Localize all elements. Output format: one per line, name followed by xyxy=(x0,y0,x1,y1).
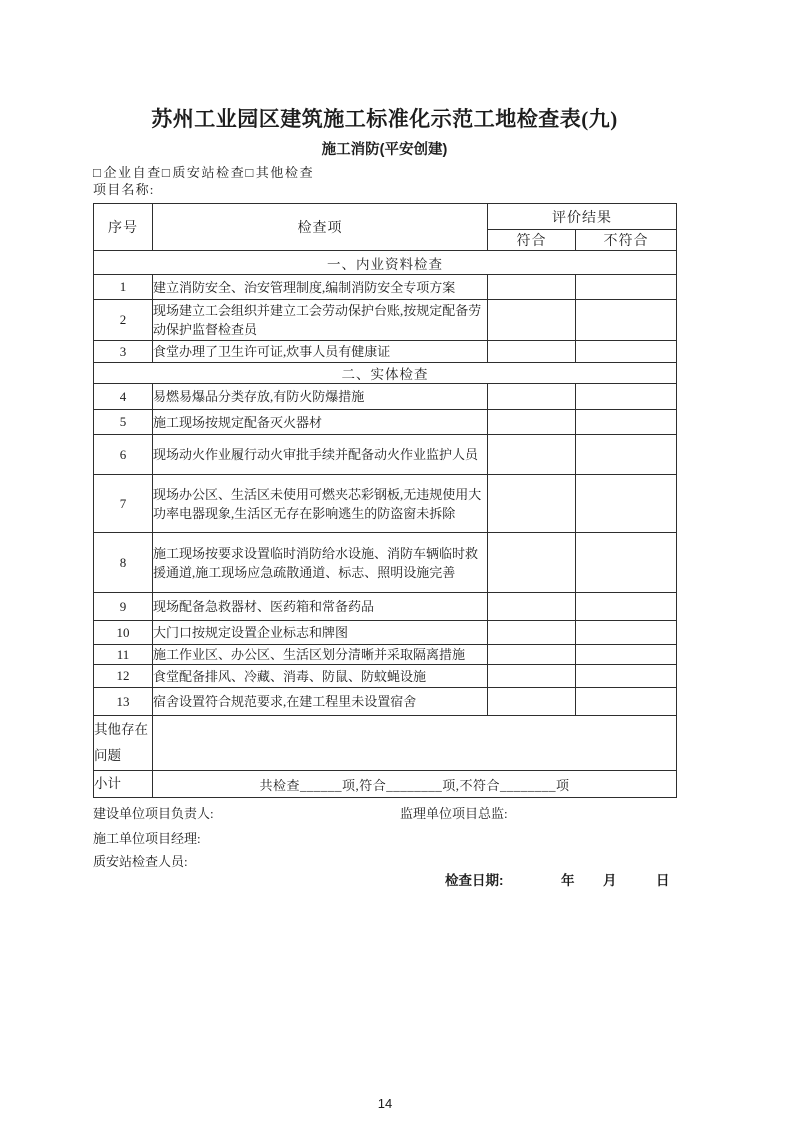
col-result-header: 评价结果 xyxy=(488,204,677,230)
fail-cell xyxy=(576,341,677,363)
row-item-text: 食堂办理了卫生许可证,炊事人员有健康证 xyxy=(153,341,488,363)
fail-cell xyxy=(576,621,677,645)
row-item-text: 现场办公区、生活区未使用可燃夹芯彩钢板,无违规使用大功率电器现象,生活区无存在影响逃生的防盗窗未拆除 xyxy=(153,475,488,533)
row-index: 5 xyxy=(94,410,153,435)
row-item-text: 施工现场按规定配备灭火器材 xyxy=(153,410,488,435)
fail-cell xyxy=(576,645,677,665)
page-number: 14 xyxy=(377,1096,393,1111)
pass-cell xyxy=(488,275,576,300)
pass-cell xyxy=(488,533,576,593)
pass-cell xyxy=(488,688,576,716)
table-row xyxy=(94,533,677,593)
check-type-enterprise xyxy=(93,165,162,180)
signature-block xyxy=(93,807,676,888)
check-type-label: 其他检查 xyxy=(255,165,315,180)
year-label: 年 xyxy=(561,873,575,888)
row-index: 8 xyxy=(94,533,153,593)
row-index: 1 xyxy=(94,275,153,300)
col-fail-header: 不符合 xyxy=(576,230,677,251)
row-index: 6 xyxy=(94,435,153,475)
row-index: 2 xyxy=(94,300,153,341)
row-item-text: 大门口按规定设置企业标志和牌图 xyxy=(153,621,488,645)
other-issues-label: 其他存在问题 xyxy=(94,716,153,771)
row-item-text: 建立消防安全、治安管理制度,编制消防安全专项方案 xyxy=(153,275,488,300)
table-row xyxy=(94,275,677,300)
fail-cell xyxy=(576,593,677,621)
supervisor-signature-label: 监理单位项目总监: xyxy=(400,806,508,821)
section-row xyxy=(94,251,677,275)
checkbox-icon: □ xyxy=(93,165,103,180)
row-index: 7 xyxy=(94,475,153,533)
row-item-text: 易燃易爆品分类存放,有防火防爆措施 xyxy=(153,384,488,410)
pass-cell xyxy=(488,435,576,475)
pass-cell xyxy=(488,665,576,688)
pass-cell xyxy=(488,384,576,410)
row-item-text: 现场建立工会组织并建立工会劳动保护台账,按规定配备劳动保护监督检查员 xyxy=(153,300,488,341)
row-index: 4 xyxy=(94,384,153,410)
check-type-station xyxy=(162,165,245,180)
inspection-date-label: 检查日期: xyxy=(445,873,504,888)
section-row xyxy=(94,363,677,384)
pass-cell xyxy=(488,300,576,341)
table-row xyxy=(94,621,677,645)
pass-cell xyxy=(488,621,576,645)
col-item-header: 检查项 xyxy=(153,204,488,251)
signature-line xyxy=(93,855,676,869)
row-item-text: 现场配备急救器材、医药箱和常备药品 xyxy=(153,593,488,621)
fail-cell xyxy=(576,410,677,435)
table-row xyxy=(94,665,677,688)
table-row xyxy=(94,475,677,533)
fail-cell xyxy=(576,300,677,341)
table-row xyxy=(94,410,677,435)
other-issues-row xyxy=(94,716,677,771)
fail-cell xyxy=(576,665,677,688)
inspection-table xyxy=(93,203,677,798)
row-item-text: 现场动火作业履行动火审批手续并配备动火作业监护人员 xyxy=(153,435,488,475)
page-subtitle: 施工消防(平安创建) xyxy=(321,142,448,158)
subtotal-label: 小计 xyxy=(94,771,153,798)
table-row xyxy=(94,593,677,621)
table-row xyxy=(94,300,677,341)
fail-cell xyxy=(576,384,677,410)
builder-signature-label: 建设单位项目负责人: xyxy=(93,806,214,821)
table-row xyxy=(94,645,677,665)
check-type-line xyxy=(93,166,676,180)
project-name-label: 项目名称: xyxy=(93,182,155,197)
fail-cell xyxy=(576,533,677,593)
col-pass-header: 符合 xyxy=(488,230,576,251)
row-index: 3 xyxy=(94,341,153,363)
date-line xyxy=(93,873,676,888)
row-index: 10 xyxy=(94,621,153,645)
pass-cell xyxy=(488,341,576,363)
table-row xyxy=(94,384,677,410)
fail-cell xyxy=(576,688,677,716)
row-item-text: 宿舍设置符合规范要求,在建工程里未设置宿舍 xyxy=(153,688,488,716)
other-issues-cell xyxy=(153,716,677,771)
pass-cell xyxy=(488,645,576,665)
checkbox-icon: □ xyxy=(245,165,255,180)
inspector-signature-label: 质安站检查人员: xyxy=(93,854,188,869)
day-label: 日 xyxy=(656,873,670,888)
row-index: 11 xyxy=(94,645,153,665)
pass-cell xyxy=(488,410,576,435)
page-title: 苏州工业园区建筑施工标准化示范工地检查表(九) xyxy=(151,107,618,131)
row-index: 9 xyxy=(94,593,153,621)
row-item-text: 施工现场按要求设置临时消防给水设施、消防车辆临时救援通道,施工现场应急疏散通道、标志、照明设施完善 xyxy=(153,533,488,593)
signature-line xyxy=(93,807,676,821)
subtotal-text: 共检查______项,符合________项,不符合________项 xyxy=(153,771,677,798)
fail-cell xyxy=(576,435,677,475)
document-page xyxy=(93,0,676,888)
section-title: 一、内业资料检查 xyxy=(94,251,677,275)
check-type-label: 企业自查 xyxy=(103,165,162,180)
row-item-text: 施工作业区、办公区、生活区划分清晰并采取隔离措施 xyxy=(153,645,488,665)
signature-line xyxy=(93,832,676,846)
row-index: 12 xyxy=(94,665,153,688)
fail-cell xyxy=(576,475,677,533)
check-type-other xyxy=(245,165,314,180)
contractor-signature-label: 施工单位项目经理: xyxy=(93,831,201,846)
pass-cell xyxy=(488,475,576,533)
row-index: 13 xyxy=(94,688,153,716)
pass-cell xyxy=(488,593,576,621)
checkbox-icon: □ xyxy=(161,165,172,180)
fail-cell xyxy=(576,275,677,300)
section-title: 二、实体检查 xyxy=(94,363,677,384)
table-row xyxy=(94,435,677,475)
subtotal-row xyxy=(94,771,677,798)
col-index-header: 序号 xyxy=(94,204,153,251)
table-row xyxy=(94,341,677,363)
table-row xyxy=(94,688,677,716)
check-type-label: 质安站检查 xyxy=(172,165,246,180)
row-item-text: 食堂配备排风、冷藏、消毒、防鼠、防蚊蝇设施 xyxy=(153,665,488,688)
month-label: 月 xyxy=(603,873,617,888)
